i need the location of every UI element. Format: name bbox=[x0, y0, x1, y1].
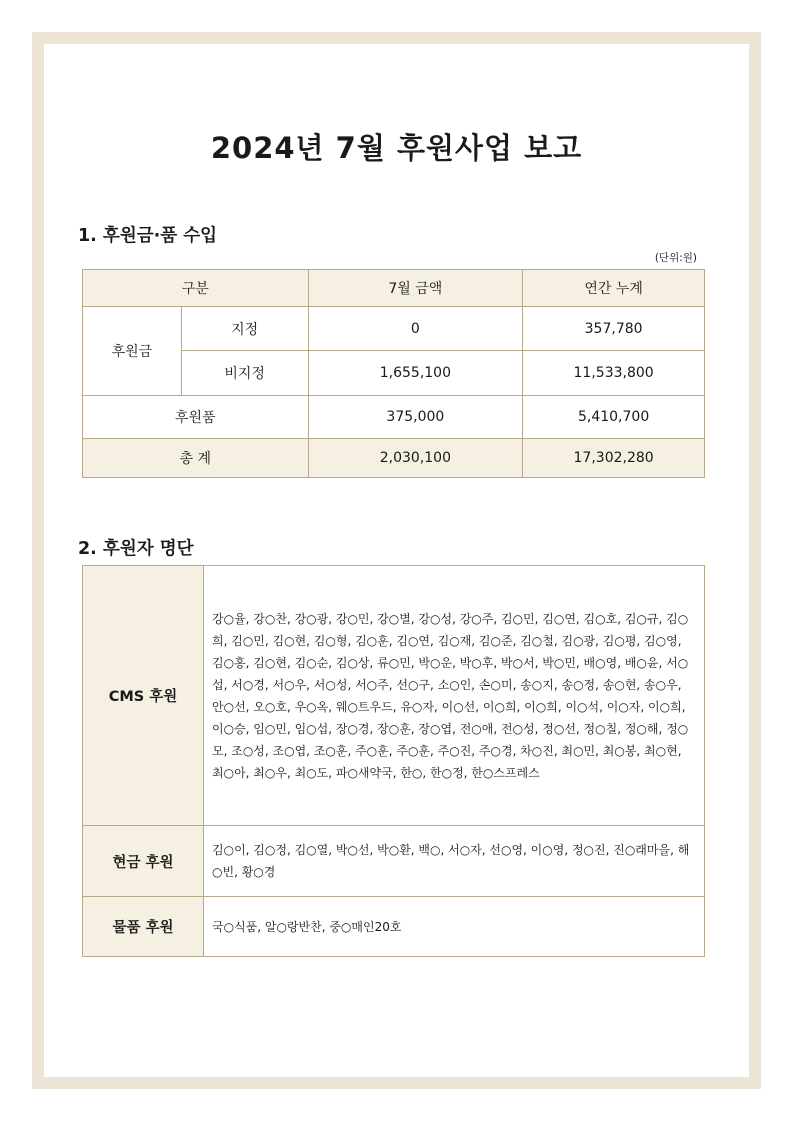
table-row bbox=[83, 826, 705, 897]
header-category: 구분 bbox=[83, 270, 309, 307]
cms-donor-list: 강○율, 강○찬, 강○광, 강○민, 강○별, 강○성, 강○주, 김○민, 김○연, 김○호, 김○규, 김○희, 김○민, 김○현, 김○형, 김○훈, 김○연, 김○재, 김○준, 김○철, 김○광, 김○평, 김○영, 김○홍, 김○현, 김○순, 김○상, 류○민, 박○운, 박○후, 박○서, 박○민, 배○영, 배○윤, 서○섭, 서○경, 서○우, 서○성, 서○주, 선○구, 소○인, 손○미, 송○지, 송○정, 송○현, 송○우, 안○선, 오○호, 우○옥, 웨○트우드, 유○자, 이○선, 이○희, 이○희, 이○석, 이○자, 이○희, 이○승, 임○민, 임○섭, 장○경, 장○훈, 장○엽, 전○애, 전○성, 정○선, 정○칠, 정○해, 정○모, 조○성, 조○엽, 조○훈, 주○훈, 주○훈, 주○진, 주○경, 차○진, 최○민, 최○봉, 최○현, 최○아, 최○우, 최○도, 파○새약국, 한○, 한○정, 한○스프레스 bbox=[204, 566, 705, 826]
table-row bbox=[83, 439, 705, 478]
cell-goods-annual: 5,410,700 bbox=[523, 396, 705, 439]
table-row bbox=[83, 396, 705, 439]
cell-undesignated-annual: 11,533,800 bbox=[523, 351, 705, 396]
cell-designated-month: 0 bbox=[308, 307, 523, 351]
header-annual: 연간 누계 bbox=[523, 270, 705, 307]
table-row bbox=[83, 307, 705, 351]
goods-donor-list: 국○식품, 알○랑반찬, 중○매인20호 bbox=[204, 897, 705, 957]
row-label-total: 총 계 bbox=[83, 439, 309, 478]
report-title: 2024년 7월 후원사업 보고 bbox=[210, 131, 583, 165]
row-label-goods: 후원품 bbox=[83, 396, 309, 439]
donor-table bbox=[82, 565, 705, 957]
income-table bbox=[82, 269, 705, 478]
unit-label: (단위:원) bbox=[654, 252, 697, 264]
cell-goods-month: 375,000 bbox=[308, 396, 523, 439]
header-month: 7월 금액 bbox=[308, 270, 523, 307]
table-row bbox=[83, 566, 705, 826]
cell-undesignated-month: 1,655,100 bbox=[308, 351, 523, 396]
row-label-designated: 지정 bbox=[181, 307, 308, 351]
section1-heading: 1. 후원금·품 수입 bbox=[78, 226, 218, 246]
table-row bbox=[83, 270, 705, 307]
row-label-donation: 후원금 bbox=[83, 307, 182, 396]
table-row bbox=[83, 897, 705, 957]
cash-donor-list: 김○이, 김○정, 김○열, 박○선, 박○환, 백○, 서○자, 선○영, 이○영, 정○진, 진○래마을, 해○빈, 황○경 bbox=[204, 826, 705, 897]
cell-total-month: 2,030,100 bbox=[308, 439, 523, 478]
cell-total-annual: 17,302,280 bbox=[523, 439, 705, 478]
cash-label: 현금 후원 bbox=[83, 826, 204, 897]
cell-designated-annual: 357,780 bbox=[523, 307, 705, 351]
section2-heading: 2. 후원자 명단 bbox=[78, 539, 194, 559]
goods-label: 물품 후원 bbox=[83, 897, 204, 957]
cms-label: CMS 후원 bbox=[83, 566, 204, 826]
row-label-undesignated: 비지정 bbox=[181, 351, 308, 396]
